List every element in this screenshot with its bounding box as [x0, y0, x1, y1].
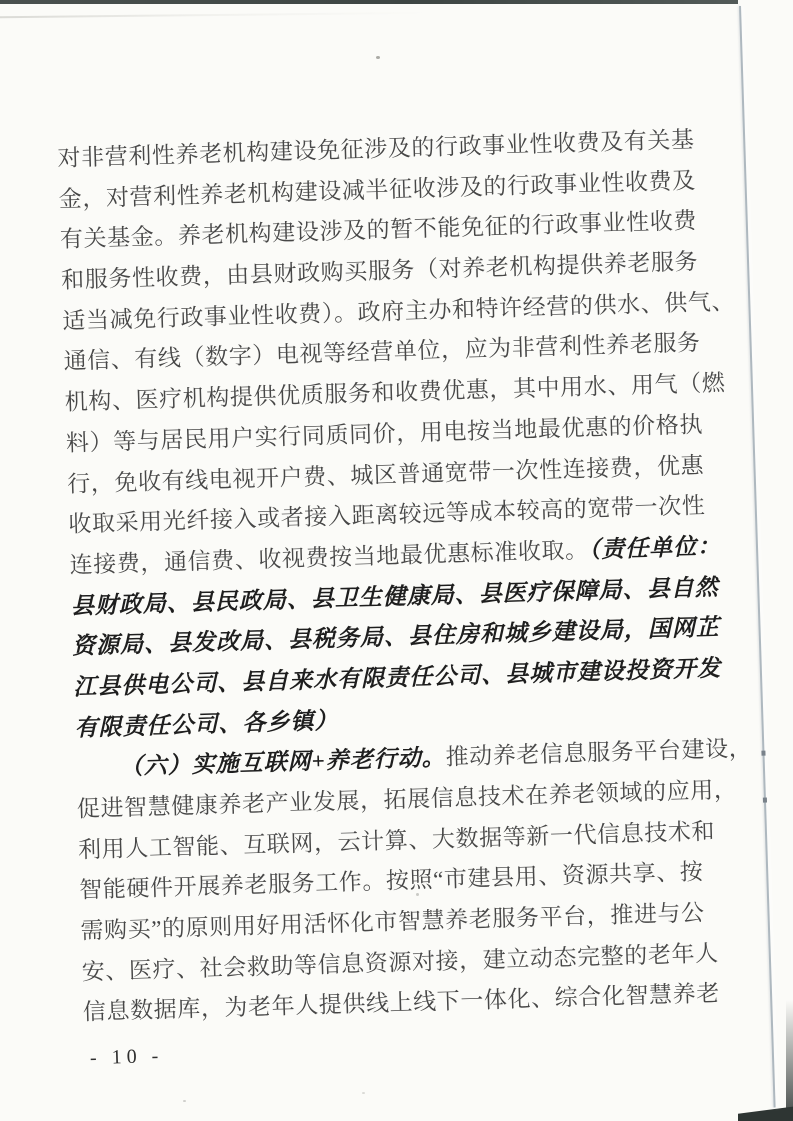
- body-text: 机构、医疗机构提供优质服务和收费优惠，其中用水、用气（燃: [64, 370, 726, 416]
- body-text: 促进智慧健康养老产业发展，拓展信息技术在养老领域的应用，: [76, 777, 738, 822]
- body-text: 收取采用光纤接入或者接入距离较远等成本较高的宽带一次性: [68, 493, 706, 538]
- document-body: [57, 119, 753, 1033]
- body-text: 信息数据库，为老年人提供线上线下一体化、综合化智慧养老: [82, 981, 721, 1026]
- scan-speck: [376, 56, 380, 59]
- body-text: 料）等与居民用户实行同质同价，用电按当地最优惠的价格执: [65, 411, 704, 456]
- emphasis-text: 县财政局、县民政局、县卫生健康局、县医疗保障局、县自然: [70, 574, 719, 619]
- scan-right-edge: [786, 0, 793, 1121]
- emphasis-text: 有限责任公司、各乡镇）: [74, 707, 339, 741]
- scan-speck: [183, 1100, 186, 1102]
- paper-edge-nick: [761, 751, 765, 756]
- body-text: 连接费，通信费、收视费按当地最优惠标准收取。: [69, 537, 589, 578]
- emphasis-text: 资源局、县发改局、县税务局、县住房和城乡建设局，国网芷: [71, 614, 721, 660]
- body-text: 利用人工智能、互联网，云计算、大数据等新一代信息技术和: [77, 818, 716, 863]
- body-text: 适当减免行政事业性收费）。政府主办和特许经营的供水、供气、: [62, 288, 736, 334]
- body-text: 有关基金。养老机构建设涉及的暂不能免征的行政事业性收费: [59, 208, 698, 253]
- scan-right-edge-shadow: [786, 1000, 793, 1121]
- scan-speck: [362, 1092, 365, 1094]
- body-text: 行，免收有线电视开户费、城区普通宽带一次性连接费，优惠: [66, 452, 705, 497]
- body-text: 通信、有线（数字）电视等经营单位，应为非营利性养老服务: [63, 330, 701, 375]
- page-number: - 10 -: [89, 1044, 164, 1070]
- body-text: 推动养老信息服务平台建设，: [445, 735, 753, 771]
- scan-smudge: [0, 12, 430, 19]
- emphasis-text: （责任单位：: [588, 533, 722, 563]
- paper-edge-nick: [763, 798, 767, 803]
- emphasis-text: （六）实施互联网+养老行动。: [119, 745, 447, 780]
- body-text: 和服务性收费，由县财政购买服务（对养老机构提供养老服务: [60, 249, 699, 293]
- scan-top-edge: [0, 0, 738, 4]
- body-text: 安、医疗、社会救助等信息资源对接，建立动态完整的老年人: [81, 940, 720, 985]
- body-text: 需购买”的原则用好用活怀化市智慧养老服务平台，推进与公: [80, 900, 706, 944]
- scan-corner-shadow: [738, 1105, 793, 1121]
- body-text: 智能硬件开展养老服务工作。按照“市建县用、资源共享、按: [78, 859, 704, 904]
- emphasis-text: 江县供电公司、县自来水有限责任公司、县城市建设投资开发: [72, 655, 722, 700]
- body-text: 金，对营利性养老机构建设减半征收涉及的行政事业性收费及: [58, 167, 697, 212]
- body-text: 对非营利性养老机构建设免征涉及的行政事业性收费及有关基: [57, 127, 695, 171]
